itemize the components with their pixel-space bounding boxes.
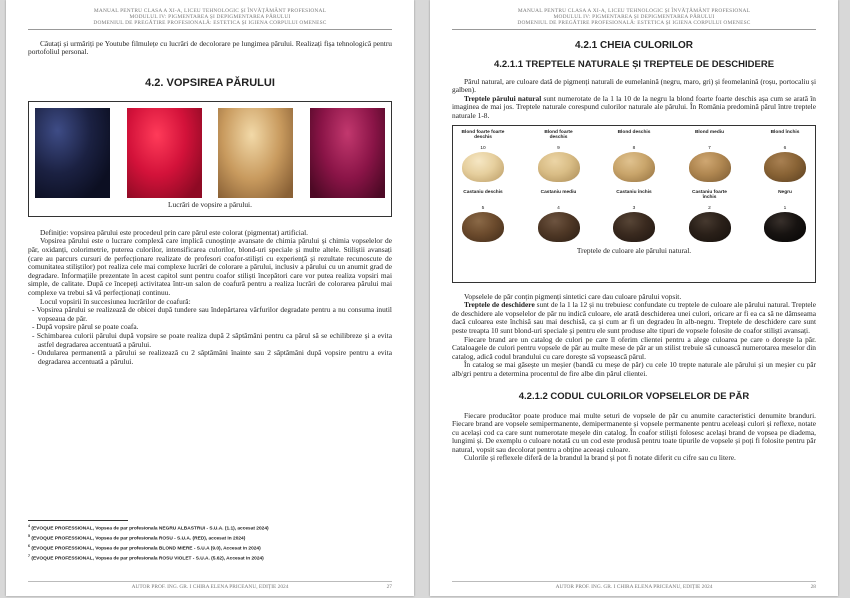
photo-honey-blond-hair (218, 108, 293, 198)
footnote: $^5$ (EVOQUE PROFESSIONAL, Vopsea de par profesionala ROSU - S.U.A. (RED), accesat in 2024) (28, 534, 246, 542)
page-footer (452, 581, 816, 590)
definition-paragraph: Definiție: vopsirea părului este procedeul prin care părul este colorat (pigmentat) artificial. (40, 227, 309, 237)
subsection-title-2: 4.2.1.2 CODUL CULORILOR VOPSELELOR DE PĂR (518, 390, 750, 402)
chart-caption: Treptele de culoare ale părului natural. (576, 245, 692, 255)
step-item: - După vopsire părul se poate coafa. (32, 322, 139, 332)
synthetic-pigments-paragraph: Vopselele de păr conțin pigmenți sintetici care dau culoare părului vopsit. (464, 291, 682, 301)
main-paragraph: Vopsirea părului este o lucrare complexă care implică cunoștințe avansate de chimia părului și chimia vopselelor de păr, oxidanți, colorimetrie, puterea culorilor, intensificarea culorilor, blond-uri speciale și multe altele. Stiliștii avansați (care au parcurs cursuri de perfecționare realizate de profesori coafor-stiliști cu experiență și rezultate recunoscute de comunitatea stiliștilor) pot realiza cele mai complexe lucrări de colorare a părului, inclusiv a părului cu un anumit grad de degradare. Informațiile prezentate în acest capitol sunt pentru coafor stiliști începători care vor putea realiza vopsiri mai simple, de calitate. După ce începeți activitatea într-un salon de coafură pentru a realiza lucrări de colorarea părului mai complexe va trebui să vă perfecționați continuu. (28, 236, 392, 297)
natural-levels-paragraph: Treptele părului natural sunt numerotate de la 1 la 10 de la negru la blond foarte foarte deschis așa cum se arată în imaginea de mai jos. Treptele naturale corespund culorilor naturale ale părului. În România predomină părul între treptele naturale 1-8. (452, 93, 816, 120)
level-swatch: Blond închis 6 (763, 130, 807, 182)
level-swatch: Blond deschis 8 (612, 130, 656, 182)
step-item: - Ondularea permanentă a părului se realizează cu 2 săptămâni înainte sau 2 săptămâni după vopsire pentru a evita degradarea accentuată a părului. (32, 348, 392, 366)
page-footer (28, 581, 392, 590)
reflexes-paragraph: Culorile și reflexele diferă de la brandul la brand și pot fi notate diferit cu cifre sau cu litere. (464, 453, 736, 463)
footer-author: AUTOR PROF. ING. GR. I CHIRA ELENA PRICEANU, EDIȚIE 2024 (131, 584, 289, 590)
hair-photos-figure (28, 101, 392, 217)
page-number: 27 (386, 584, 392, 590)
document-page-left (6, 0, 414, 596)
footnote: $^7$ (EVOQUE PROFESSIONAL, Vopsea de par profesionala ROSU VIOLET - S.U.A. (5.62), Accesat in 2024) (28, 554, 264, 562)
level-swatch: Castaniu închis 3 (612, 190, 656, 242)
footnote: $^6$ (EVOQUE PROFESSIONAL, Vopsea de par profesionala BLOND MIERE - S.U.A (9.0), Accesat in 2024) (28, 544, 261, 552)
page-header (28, 8, 392, 30)
header-line-1: MANUAL PENTRU CLASA A XI-A, LICEU TEHNOLOGIC ȘI ÎNVĂȚĂMÂNT PROFESIONAL (93, 8, 327, 14)
photo-red-hair (127, 108, 202, 198)
header-line-1: MANUAL PENTRU CLASA A XI-A, LICEU TEHNOLOGIC ȘI ÎNVĂȚĂMÂNT PROFESIONAL (517, 8, 751, 14)
header-line-2: MODULUL IV: PIGMENTAREA ȘI DEPIGMENTAREA PĂRULUI (553, 14, 715, 21)
level-swatch: Blond foarte foarte deschis 10 (461, 130, 505, 182)
level-swatch: Castaniu mediu 4 (537, 190, 581, 242)
figure-caption: Lucrări de vopsire a părului. (168, 199, 252, 209)
section-title: 4.2.1 CHEIA CULORILOR (575, 39, 693, 51)
header-line-2: MODULUL IV: PIGMENTAREA ȘI DEPIGMENTAREA PĂRULUI (129, 14, 291, 21)
page-number: 28 (810, 584, 816, 590)
color-code-paragraph: Fiecare producător poate produce mai multe seturi de vopsele de păr cu anumite caracteristici denumite branduri. Fiecare brand are vopsele semipermanente, demipermanente și vopsele permanente pentru aceleași culori și reflexe, notate cu același cod ca care sunt numerotate meșele din catalog. În coafor stiliști folosesc același brand de vopsea pe diadema, lungimi și. De exemplu o culoare notată cu un cod este produsă pentru toate tipurile de vopsele și poți fi folosite pentru păr natural, vopsit sau decolorat pentru a obține aceeași culoare. (452, 410, 816, 454)
level-swatch: Blond foarte deschis 9 (537, 130, 581, 182)
step-item: - Schimbarea culorii părului după vopsire se poate realiza după 2 săptămâni pentru ca părul să se echilibreze și a evita astfel degradarea accentuată a părului. (32, 330, 392, 349)
photo-blue-black-hair (35, 108, 110, 198)
steps-intro: Locul vopsirii în succesiunea lucrărilor de coafură: (40, 296, 191, 306)
hair-levels-chart (452, 125, 816, 283)
step-item: - Vopsirea părului se realizează de obicei după tundere sau îndepărtarea vârfurilor degradate pentru a nu consuma inutil vopseaua de păr. (32, 305, 392, 323)
level-swatch: Castaniu deschis 5 (461, 190, 505, 242)
footnote: $^4$ (EVOQUE PROFESSIONAL, Vopsea de par profesionala NEGRU ALBASTRUI - S.U.A. (1.1), accesat 2024) (28, 524, 269, 532)
level-swatch: Blond mediu 7 (688, 130, 732, 182)
photo-violet-red-hair (310, 108, 385, 198)
page-header (452, 8, 816, 30)
intro-paragraph: Căutați și urmăriți pe Youtube filmulețe cu lucrări de decolorare pe lungimea părului. Realizați fișa tehnologică pentru portofoliul personal. (28, 38, 392, 57)
level-swatch: Negru 1 (763, 190, 807, 242)
header-line-3: DOMENIUL DE PREGĂTIRE PROFESIONALĂ: ESTETICA ȘI IGIENA CORPULUI OMENESC (93, 20, 327, 27)
section-title: 4.2. VOPSIREA PĂRULUI (145, 76, 275, 89)
header-line-3: DOMENIUL DE PREGĂTIRE PROFESIONALĂ: ESTETICA ȘI IGIENA CORPULUI OMENESC (517, 20, 751, 27)
catalog-paragraph: Fiecare brand are un catalog de culori pe care îl oferim clientei pentru a alege culoarea pe care o dorește la păr. Cataloagele de culori pentru vopsele de păr au multe mese de păr ar un stilist trebuie să cunoască numerotarea meselor din catalog, adică codul brandului cu care dorește să vopsească părul. (452, 334, 816, 361)
level-swatch: Castaniu foarte închis 2 (688, 190, 732, 242)
footnotes (28, 520, 392, 563)
subsection-title: 4.2.1.1 TREPTELE NATURALE ȘI TREPTELE DE DESCHIDERE (493, 58, 775, 70)
lightening-levels-paragraph: Treptele de deschidere sunt de la 1 la 12 și nu trebuiesc confundate cu treptele de culoare ale părului natural. Treptele de deschidere ale vopselelor de păr nu indică culoare, ele arată deschiderea unei culori, oricare ar fi ea ca să ne dămseama dacă culoarea este închisă sau mai deschisă, ca și cum ar fi un degradeu în alb-negru. Treptele de deschidere care sunt peste treapta 10 sunt blond-uri speciale și pentru ele sunt produse alte tipuri de vopsele folosite de coafor stiliști avansați. (452, 300, 816, 335)
document-page-right (430, 0, 838, 596)
footer-author: AUTOR PROF. ING. GR. I CHIRA ELENA PRICEANU, EDIȚIE 2024 (555, 584, 713, 590)
mesier-paragraph: În catalog se mai găsește un meșier (bandă cu meșe de păr) cu cele 10 trepte naturale ale părului și un meșier cu păr alb/gri pentru a determina procentul de fire albe din părul clientei. (452, 360, 816, 378)
natural-hair-paragraph: Părul natural, are culoare dată de pigmenți naturali de eumelanină (negru, maro, gri) și feomelanină (roșu, portocaliu și galben). (452, 76, 816, 95)
